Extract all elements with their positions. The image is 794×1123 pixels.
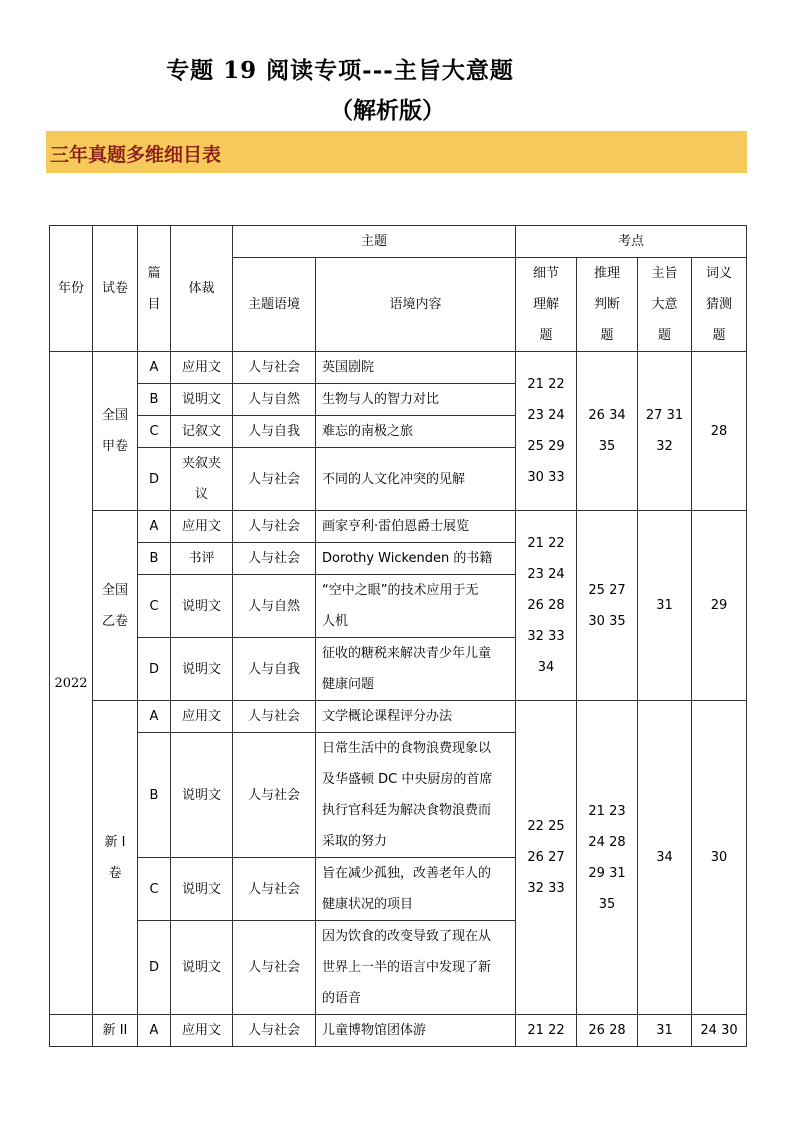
genre-line: 应用文 xyxy=(181,519,221,534)
header-paper: 试卷 xyxy=(93,226,138,352)
inference-line: 30 35 xyxy=(588,613,626,629)
header-line: 大意 xyxy=(651,297,678,312)
content-cell xyxy=(316,701,516,733)
detail-questions-cell xyxy=(516,1015,577,1047)
detail-line: 26 27 xyxy=(527,850,565,865)
inference-questions-cell xyxy=(577,352,638,511)
table-row xyxy=(50,352,747,384)
content-line: 旨在减少孤独，改善老年人的 xyxy=(322,866,492,881)
context-cell: 人与社会 xyxy=(233,511,316,543)
genre-line: 应用文 xyxy=(181,1023,221,1038)
content-line: 世界上一半的语言中发现了新 xyxy=(322,960,492,975)
table-row xyxy=(50,511,747,543)
header-year: 年份 xyxy=(50,226,93,352)
header-line: 题 xyxy=(600,328,614,343)
genre-line: 记叙文 xyxy=(181,424,221,439)
paper-cell xyxy=(93,511,138,701)
content-line: 儿童博物馆团体游 xyxy=(322,1023,427,1038)
content-cell xyxy=(316,921,516,1015)
detail-line: 22 25 xyxy=(527,819,565,834)
genre-cell xyxy=(171,733,233,858)
content-line: 因为饮食的改变导致了现在从 xyxy=(322,929,492,944)
header-line: 词义 xyxy=(706,266,733,281)
content-line: 人机 xyxy=(322,614,349,629)
header-theme: 主题 xyxy=(233,226,516,258)
year-cell xyxy=(50,352,93,1015)
header-line: 题 xyxy=(539,328,553,343)
vocabulary-questions-cell: 24 30 xyxy=(692,1015,747,1047)
genre-line: 议 xyxy=(194,487,208,502)
content-line: 的语音 xyxy=(322,991,362,1006)
paper-cell xyxy=(93,352,138,511)
breakdown-table xyxy=(49,225,747,1047)
content-line: 画家亨利·雷伯恩爵士展览 xyxy=(322,519,470,534)
header-line: 判断 xyxy=(594,297,621,312)
inference-line: 35 xyxy=(598,896,616,912)
inference-questions-cell xyxy=(577,1015,638,1047)
passage-cell: B xyxy=(138,733,171,858)
passage-cell: C xyxy=(138,416,171,448)
detail-line: 30 33 xyxy=(527,470,565,485)
header-line: 猜测 xyxy=(706,297,733,312)
genre-cell xyxy=(171,638,233,701)
paper-line: 新 I xyxy=(104,834,126,850)
content-line: Dorothy Wickenden 的书籍 xyxy=(322,551,493,566)
inference-questions-cell xyxy=(577,701,638,1015)
context-cell: 人与社会 xyxy=(233,543,316,575)
content-cell xyxy=(316,416,516,448)
detail-line: 23 24 xyxy=(527,567,565,582)
year-label: 2022 xyxy=(54,675,88,691)
inference-line: 25 27 xyxy=(588,582,626,598)
header-vocabulary xyxy=(692,258,747,352)
detail-line: 26 28 xyxy=(527,598,565,613)
inference-line: 26 34 xyxy=(588,408,626,423)
context-cell: 人与社会 xyxy=(233,921,316,1015)
main-idea-questions-cell xyxy=(638,1015,692,1047)
content-line: 生物与人的智力对比 xyxy=(322,392,440,407)
vocabulary-questions-cell: 30 xyxy=(692,701,747,1015)
section-banner-title: 三年真题多维细目表 xyxy=(50,144,222,166)
paper-line: 全国 xyxy=(101,582,128,598)
passage-cell: D xyxy=(138,638,171,701)
context-cell: 人与自我 xyxy=(233,638,316,701)
genre-cell xyxy=(171,575,233,638)
paper-line: 甲卷 xyxy=(101,439,128,454)
detail-line: 21 22 xyxy=(527,536,565,551)
inference-questions-cell xyxy=(577,511,638,701)
detail-line: 34 xyxy=(537,660,555,675)
main-idea-line: 31 xyxy=(656,1023,673,1038)
header-detail xyxy=(516,258,577,352)
genre-cell xyxy=(171,543,233,575)
passage-cell: B xyxy=(138,543,171,575)
document-subtitle: （解析版） xyxy=(330,97,445,124)
main-idea-questions-cell xyxy=(638,352,692,511)
vocabulary-questions-cell: 28 xyxy=(692,352,747,511)
genre-line: 说明文 xyxy=(181,661,221,677)
content-cell xyxy=(316,858,516,921)
content-cell xyxy=(316,1015,516,1047)
inference-line: 21 23 xyxy=(588,803,626,819)
genre-cell xyxy=(171,448,233,511)
content-cell xyxy=(316,511,516,543)
passage-cell: C xyxy=(138,575,171,638)
context-cell: 人与社会 xyxy=(233,1015,316,1047)
header-inference xyxy=(577,258,638,352)
genre-cell xyxy=(171,416,233,448)
content-cell xyxy=(316,448,516,511)
inference-line: 24 28 xyxy=(588,834,626,850)
main-idea-line: 34 xyxy=(656,850,673,865)
header-context: 主题语境 xyxy=(233,258,316,352)
context-cell: 人与社会 xyxy=(233,858,316,921)
header-line: 目 xyxy=(147,296,161,312)
passage-cell: A xyxy=(138,511,171,543)
header-genre: 体裁 xyxy=(171,226,233,352)
header-line: 推理 xyxy=(594,266,621,281)
paper-cell xyxy=(93,701,138,1015)
passage-cell: C xyxy=(138,858,171,921)
genre-line: 夹叙夹 xyxy=(181,456,221,471)
genre-line: 说明文 xyxy=(181,960,221,975)
passage-cell: A xyxy=(138,1015,171,1047)
paper-line: 乙卷 xyxy=(101,613,128,629)
main-idea-questions-cell xyxy=(638,511,692,701)
context-cell: 人与自然 xyxy=(233,575,316,638)
detail-line: 32 33 xyxy=(527,881,565,896)
main-idea-line: 27 31 xyxy=(645,408,684,423)
header-line: 主旨 xyxy=(651,266,678,281)
content-line: 不同的人文化冲突的见解 xyxy=(322,471,466,487)
table-header xyxy=(50,226,747,352)
content-line: 执行官科廷为解决食物浪费而 xyxy=(322,803,492,818)
genre-line: 书评 xyxy=(188,551,215,566)
content-line: 健康状况的项目 xyxy=(322,897,414,912)
content-line: 难忘的南极之旅 xyxy=(322,424,414,439)
passage-cell: A xyxy=(138,352,171,384)
detail-line: 32 33 xyxy=(527,629,565,644)
content-cell xyxy=(316,543,516,575)
content-line: 采取的努力 xyxy=(322,834,388,849)
context-cell: 人与自然 xyxy=(233,384,316,416)
genre-line: 说明文 xyxy=(181,787,221,803)
content-line: 英国剧院 xyxy=(322,360,375,375)
context-cell: 人与社会 xyxy=(233,352,316,384)
year-cell-empty xyxy=(50,1015,93,1047)
context-cell: 人与社会 xyxy=(233,448,316,511)
header-main-idea xyxy=(638,258,692,352)
header-line: 题 xyxy=(712,328,726,343)
content-cell xyxy=(316,352,516,384)
paper-line: 新 II xyxy=(102,1023,128,1038)
passage-cell: D xyxy=(138,448,171,511)
content-cell xyxy=(316,575,516,638)
paper-line: 卷 xyxy=(108,865,122,881)
genre-line: 应用文 xyxy=(181,360,221,375)
passage-cell: D xyxy=(138,921,171,1015)
genre-line: 说明文 xyxy=(181,881,221,897)
context-cell: 人与自我 xyxy=(233,416,316,448)
inference-line: 26 28 xyxy=(588,1023,626,1038)
paper-line: 全国 xyxy=(101,408,128,423)
detail-line: 21 22 xyxy=(527,377,565,392)
detail-line: 23 24 xyxy=(527,408,565,423)
header-line: 细节 xyxy=(533,266,560,281)
passage-cell: A xyxy=(138,701,171,733)
detail-line: 21 22 xyxy=(527,1023,565,1038)
content-cell xyxy=(316,638,516,701)
context-cell: 人与社会 xyxy=(233,701,316,733)
header-line: 题 xyxy=(658,328,672,343)
genre-cell xyxy=(171,511,233,543)
table-body xyxy=(50,352,747,1047)
genre-cell xyxy=(171,1015,233,1047)
header-line: 篇 xyxy=(147,265,161,281)
document-title: 专题 19 阅读专项---主旨大意题 xyxy=(166,57,514,84)
genre-cell xyxy=(171,701,233,733)
genre-line: 说明文 xyxy=(181,392,221,407)
table-row xyxy=(50,701,747,733)
inference-line: 29 31 xyxy=(588,865,626,881)
vocabulary-questions-cell: 29 xyxy=(692,511,747,701)
content-line: 征收的糖税来解决青少年儿童 xyxy=(322,646,492,661)
header-passage xyxy=(138,226,171,352)
detail-questions-cell xyxy=(516,511,577,701)
genre-cell xyxy=(171,921,233,1015)
detail-line: 25 29 xyxy=(527,439,565,454)
content-line: “空中之眼”的技术应用于无 xyxy=(322,583,479,598)
header-points: 考点 xyxy=(516,226,747,258)
genre-cell xyxy=(171,352,233,384)
table-row xyxy=(50,1015,747,1047)
paper-cell xyxy=(93,1015,138,1047)
passage-cell: B xyxy=(138,384,171,416)
header-content: 语境内容 xyxy=(316,258,516,352)
genre-cell xyxy=(171,858,233,921)
detail-questions-cell xyxy=(516,352,577,511)
detail-questions-cell xyxy=(516,701,577,1015)
context-cell: 人与社会 xyxy=(233,733,316,858)
content-line: 及华盛顿 DC 中央厨房的首席 xyxy=(322,772,493,787)
inference-line: 35 xyxy=(598,439,616,454)
main-idea-questions-cell xyxy=(638,701,692,1015)
content-cell xyxy=(316,733,516,858)
content-line: 健康问题 xyxy=(322,677,375,692)
header-line: 理解 xyxy=(533,297,560,312)
main-idea-line: 31 xyxy=(656,598,673,613)
section-banner xyxy=(46,131,747,173)
content-line: 文学概论课程评分办法 xyxy=(322,709,453,724)
genre-line: 应用文 xyxy=(181,709,221,724)
content-cell xyxy=(316,384,516,416)
main-idea-line: 32 xyxy=(656,439,673,454)
genre-line: 说明文 xyxy=(181,598,221,614)
content-line: 日常生活中的食物浪费现象以 xyxy=(322,741,492,756)
genre-cell xyxy=(171,384,233,416)
